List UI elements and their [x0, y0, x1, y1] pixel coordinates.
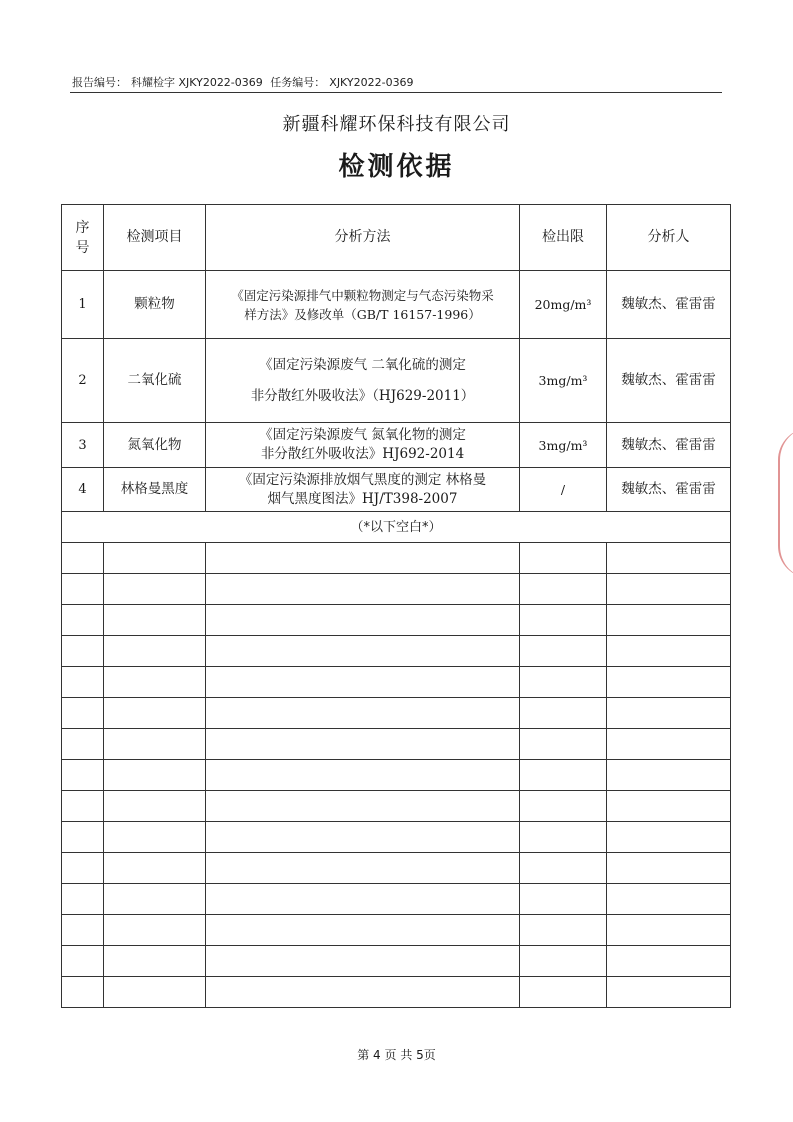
- empty-row: [62, 946, 731, 977]
- report-header: [72, 74, 418, 90]
- method-line: 非分散红外吸收法》（HJ629-2011）: [250, 387, 475, 404]
- task-no-label: 任务编号：: [270, 76, 326, 89]
- method-line: 烟气黑度图法》HJ/T398-2007: [267, 490, 458, 507]
- row-method: [206, 271, 520, 339]
- method-line: 《固定污染源排气中颗粒物测定与气态污染物采: [231, 287, 494, 303]
- row-analyst: 魏敏杰、霍雷雷: [607, 271, 731, 339]
- empty-row: [62, 729, 731, 760]
- empty-row: [62, 636, 731, 667]
- empty-row: [62, 543, 731, 574]
- header-analyst: 分析人: [607, 205, 731, 271]
- empty-row: [62, 698, 731, 729]
- task-no: XJKY2022-0369: [329, 76, 414, 89]
- blank-note: （*以下空白*）: [62, 512, 731, 543]
- row-analyst: 魏敏杰、霍雷雷: [607, 339, 731, 423]
- row-method: [206, 423, 520, 468]
- row-item: 颗粒物: [104, 271, 206, 339]
- empty-row: [62, 791, 731, 822]
- row-seq: 1: [62, 271, 104, 339]
- empty-row: [62, 884, 731, 915]
- header-divider: [70, 92, 722, 93]
- row-limit: 3mg/m³: [520, 339, 607, 423]
- empty-row: [62, 667, 731, 698]
- header-limit: 检出限: [520, 205, 607, 271]
- row-method: [206, 339, 520, 423]
- method-line: 《固定污染源废气 二氧化硫的测定: [259, 356, 466, 373]
- header-method: 分析方法: [206, 205, 520, 271]
- row-limit: 20mg/m³: [520, 271, 607, 339]
- table-row: [62, 271, 731, 339]
- row-item: 氮氧化物: [104, 423, 206, 468]
- method-line: 《固定污染源废气 氮氧化物的测定: [259, 427, 466, 443]
- report-no: 科耀检字 XJKY2022-0369: [131, 76, 263, 89]
- method-line: 非分散红外吸收法》HJ692-2014: [260, 446, 465, 462]
- empty-row: [62, 853, 731, 884]
- table-row: [62, 339, 731, 423]
- blank-note-row: [62, 512, 731, 543]
- report-no-label: 报告编号：: [72, 76, 127, 89]
- row-seq: 3: [62, 423, 104, 468]
- header-item: 检测项目: [104, 205, 206, 271]
- company-name: 新疆科耀环保科技有限公司: [282, 114, 511, 135]
- method-line: 《固定污染源排放烟气黑度的测定 林格曼: [238, 471, 487, 488]
- row-analyst: 魏敏杰、霍雷雷: [607, 468, 731, 512]
- red-seal-edge: [778, 428, 793, 578]
- table-header-row: [62, 205, 731, 271]
- row-limit: 3mg/m³: [520, 423, 607, 468]
- empty-row: [62, 822, 731, 853]
- empty-row: [62, 574, 731, 605]
- testing-basis-table: [61, 204, 731, 1008]
- empty-row: [62, 605, 731, 636]
- table-row: [62, 423, 731, 468]
- table-row: [62, 468, 731, 512]
- empty-row: [62, 977, 731, 1008]
- row-seq: 4: [62, 468, 104, 512]
- row-limit: /: [520, 468, 607, 512]
- row-item: 林格曼黑度: [104, 468, 206, 512]
- row-item: 二氧化硫: [104, 339, 206, 423]
- page-title: 检测依据: [338, 152, 455, 182]
- page-number: 第 4 页 共 5页: [357, 1048, 436, 1062]
- empty-row: [62, 760, 731, 791]
- header-seq: 序号: [62, 205, 104, 271]
- row-seq: 2: [62, 339, 104, 423]
- empty-row: [62, 915, 731, 946]
- row-analyst: 魏敏杰、霍雷雷: [607, 423, 731, 468]
- method-line: 样方法》及修改单（GB/T 16157-1996）: [244, 306, 481, 322]
- row-method: [206, 468, 520, 512]
